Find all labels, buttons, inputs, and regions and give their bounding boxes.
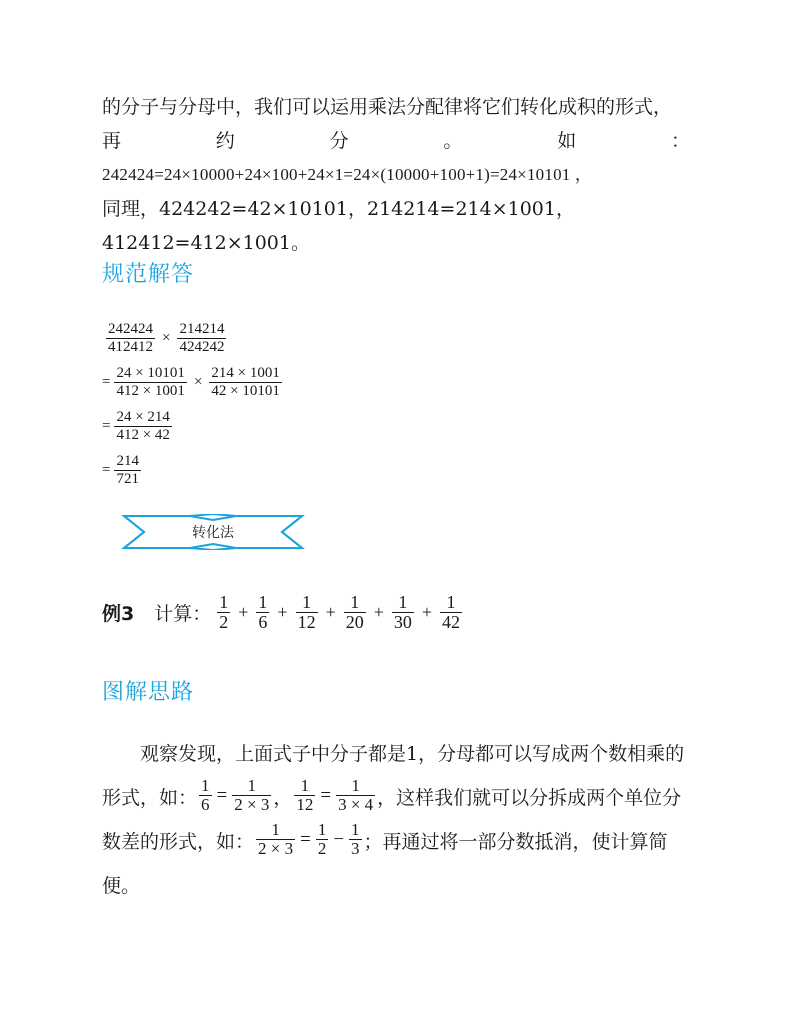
denominator: 721	[116, 470, 139, 487]
fraction	[114, 454, 141, 487]
minus-sign: −	[333, 829, 345, 850]
solution-line-1	[104, 322, 228, 355]
intro-word: 分	[329, 130, 349, 152]
fraction	[316, 821, 329, 859]
denominator: 3	[351, 839, 360, 859]
section-heading-analysis: 图解思路	[102, 680, 195, 705]
fraction	[294, 777, 315, 815]
denominator: 6	[258, 611, 268, 632]
numerator: 1	[350, 592, 360, 612]
numerator: 242424	[108, 321, 153, 337]
equals-sign: =	[300, 829, 311, 850]
fraction	[232, 777, 271, 815]
denominator: 42 × 10101	[211, 382, 280, 399]
denominator: 30	[393, 611, 412, 632]
intro-word: ：	[670, 130, 690, 152]
equals-sign: =	[102, 462, 111, 479]
numerator: 1	[258, 592, 268, 612]
numerator: 24 × 10101	[116, 365, 185, 381]
numerator: 24 × 214	[116, 409, 170, 425]
intro-word: 再	[102, 130, 122, 152]
numerator: 1	[300, 776, 310, 796]
fraction	[209, 366, 281, 399]
denominator: 2	[219, 611, 229, 632]
analysis-text: ，这样我们就可以分拆成两个单位分	[377, 786, 682, 809]
comma: ，	[273, 786, 293, 809]
denominator: 42	[442, 611, 461, 632]
fraction	[392, 593, 414, 633]
fraction	[199, 777, 212, 815]
intro-word: 如	[557, 130, 577, 152]
fraction	[106, 322, 155, 355]
equals-sign: =	[320, 785, 332, 806]
analysis-line-1: 观察发现，上面式子中分子都是1，分母都可以写成两个数相乘的	[102, 742, 685, 765]
times-sign: ×	[162, 330, 171, 347]
numerator: 1	[351, 776, 360, 796]
plus-sign: +	[421, 602, 433, 623]
intro-word: 约	[215, 130, 235, 152]
solution-line-3	[102, 410, 174, 443]
denominator: 2 × 3	[234, 795, 270, 815]
method-badge	[120, 514, 306, 550]
example-3	[102, 593, 464, 633]
denominator: 412 × 42	[116, 426, 170, 443]
plus-sign: +	[325, 602, 336, 623]
analysis-line-2	[102, 774, 702, 818]
equals-sign: =	[102, 418, 111, 435]
fraction	[256, 593, 269, 633]
intro-paragraph	[102, 90, 692, 260]
analysis-text: 形式，如：	[102, 786, 198, 809]
equals-sign: =	[216, 785, 228, 806]
analysis-paragraph	[102, 730, 702, 906]
method-badge-label: 转化法	[192, 525, 234, 541]
denominator: 20	[345, 611, 364, 632]
solution-line-2	[102, 366, 284, 399]
denominator: 2 × 3	[258, 839, 294, 859]
numerator: 214	[116, 453, 139, 469]
intro-word: 。	[443, 130, 463, 152]
numerator: 214 × 1001	[211, 365, 280, 381]
numerator: 1	[317, 820, 327, 840]
section-heading-solution: 规范解答	[102, 262, 195, 287]
fraction	[349, 821, 362, 859]
analysis-line-3	[102, 818, 702, 862]
denominator: 424242	[179, 338, 225, 355]
numerator: 1	[398, 592, 408, 612]
fraction	[177, 322, 226, 355]
example-tag: 例3	[102, 603, 135, 626]
fraction	[440, 593, 462, 633]
numerator: 214214	[179, 321, 225, 337]
intro-line-1: 的分子与分母中，我们可以运用乘法分配律将它们转化成积的形式，	[102, 96, 673, 118]
denominator: 3 × 4	[338, 795, 374, 815]
numerator: 1	[247, 776, 257, 796]
fraction	[114, 366, 186, 399]
plus-sign: +	[277, 602, 288, 623]
plus-sign: +	[373, 602, 384, 623]
denominator: 412412	[108, 338, 153, 355]
plus-sign: +	[238, 602, 249, 623]
denominator: 12	[297, 611, 316, 632]
intro-line-4: 同理，424242=42×10101，214214=214×1001，412412=412×1001。	[102, 198, 575, 254]
analysis-text: 数差的形式，如：	[102, 830, 255, 853]
denominator: 2	[317, 839, 327, 859]
analysis-text: ；再通过将一部分数抵消，使计算简	[363, 830, 668, 853]
fraction	[296, 593, 318, 633]
numerator: 1	[271, 820, 280, 840]
numerator: 1	[219, 592, 229, 612]
numerator: 1	[446, 592, 456, 612]
numerator: 1	[351, 820, 360, 840]
numerator: 1	[302, 592, 312, 612]
intro-line-2	[102, 124, 690, 158]
numerator: 1	[201, 776, 210, 796]
equals-sign: =	[102, 374, 111, 391]
fraction	[344, 593, 366, 633]
denominator: 412 × 1001	[116, 382, 185, 399]
fraction	[217, 593, 230, 633]
denominator: 12	[296, 795, 314, 815]
fraction	[256, 821, 295, 859]
analysis-line-4: 便。	[102, 874, 141, 897]
example-prompt: 计算：	[154, 603, 212, 626]
fraction	[336, 777, 375, 815]
times-sign: ×	[193, 374, 203, 391]
denominator: 6	[201, 795, 210, 815]
intro-line-3: 242424=24×10000+24×100+24×1=24×(10000+100+1)=24×10101 ，	[102, 165, 593, 184]
solution-line-4	[102, 454, 143, 487]
fraction	[114, 410, 171, 443]
